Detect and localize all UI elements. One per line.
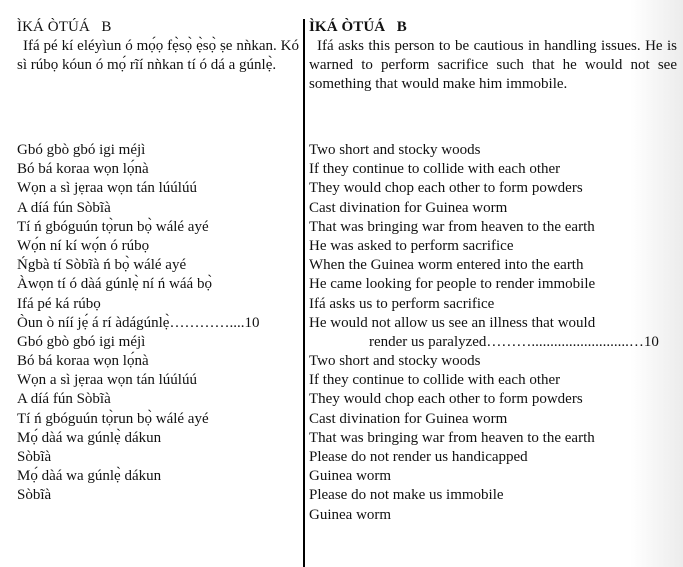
yoruba-column bbox=[17, 18, 300, 75]
verse-line: Two short and stocky woods bbox=[309, 142, 481, 158]
verse-line: Tí ń gbóguún tọ̀run bọ̀ wálé ayé bbox=[17, 218, 209, 235]
verse-line: Bó bá koraa wọn lọ́nà bbox=[17, 161, 149, 178]
verse-line: Sòbĩà bbox=[17, 449, 52, 465]
verse-line: He came looking for people to render immobile bbox=[309, 276, 596, 293]
verse-line: Wọn a sì jẹraa wọn tán lúúlúú bbox=[17, 180, 197, 197]
english-summary: Ifá asks this person to be cautious in handling issues. He is warned to perform sacrifice such that he would not see something that would make him immobile. bbox=[309, 38, 677, 92]
verse-line: Cast divination for Guinea worm bbox=[309, 199, 508, 216]
verse-line: Sòbĩà bbox=[17, 487, 52, 504]
verse-line: That was bringing war from heaven to the earth bbox=[309, 218, 595, 235]
verse-line: Please do not render us handicapped bbox=[309, 449, 528, 465]
verse-line: Ifá asks us to perform sacrifice bbox=[309, 295, 495, 312]
verse-line: If they continue to collide with each other bbox=[309, 161, 561, 178]
verse-line: render us paralyzed………..........................…10 bbox=[369, 333, 659, 350]
english-column bbox=[309, 18, 677, 94]
verse-line: Please do not make us immobile bbox=[309, 487, 504, 504]
verse-line: They would chop each other to form powders bbox=[309, 391, 583, 408]
yoruba-verse bbox=[17, 141, 259, 506]
verse-line: They would chop each other to form powders bbox=[309, 180, 583, 197]
verse-line: Guinea worm bbox=[309, 468, 392, 485]
verse-line: Bó bá koraa wọn lọ́nà bbox=[17, 353, 149, 370]
verse-line: Mọ́ dàá wa gúnlẹ̀ dákun bbox=[17, 429, 162, 446]
verse-line: Wọn a sì jẹraa wọn tán lúúlúú bbox=[17, 372, 197, 389]
english-verse bbox=[309, 141, 659, 525]
verse-line: Ńgbà tí Sòbĩà ń bọ̀ wálé ayé bbox=[17, 257, 187, 274]
yoruba-heading: ÌKÁ ÒTÚÁ B bbox=[17, 19, 112, 35]
verse-line: Guinea worm bbox=[309, 506, 392, 523]
verse-line: Cast divination for Guinea worm bbox=[309, 410, 508, 427]
verse-line: Mọ́ dàá wa gúnlẹ̀ dákun bbox=[17, 468, 162, 485]
column-divider bbox=[303, 19, 305, 567]
verse-line: When the Guinea worm entered into the earth bbox=[309, 257, 584, 274]
verse-line: Tí ń gbóguún tọ̀run bọ̀ wálé ayé bbox=[17, 410, 209, 427]
verse-line: That was bringing war from heaven to the earth bbox=[309, 429, 595, 446]
verse-line: Òun ò níí jẹ́ á rí àdágúnlẹ̀…………....10 bbox=[17, 314, 260, 331]
verse-line: Gbó gbò gbó igi méjì bbox=[17, 142, 146, 158]
english-heading: ÌKÁ ÒTÚÁ B bbox=[309, 19, 407, 35]
verse-line: Ifá pé ká rúbọ bbox=[17, 295, 101, 312]
verse-line: He was asked to perform sacrifice bbox=[309, 237, 514, 254]
verse-line: A díá fún Sòbĩà bbox=[17, 391, 111, 408]
verse-line: He would not allow us see an illness that would bbox=[309, 314, 596, 331]
verse-line: Àwọn tí ó dàá gúnlẹ̀ ní ń wáá bọ̀ bbox=[17, 276, 212, 293]
verse-line: Wọ́n ní kí wọ́n ó rúbọ bbox=[17, 237, 150, 254]
verse-line: Gbó gbò gbó igi méjì bbox=[17, 333, 146, 350]
verse-line: A díá fún Sòbĩà bbox=[17, 199, 111, 216]
verse-line: If they continue to collide with each other bbox=[309, 372, 561, 389]
verse-line: Two short and stocky woods bbox=[309, 353, 481, 370]
yoruba-summary: Ifá pé kí eléyìun ó mọ́ọ fẹ̀sọ̀ ẹ̀sọ̀ ṣe nǹkan. Kó sì rúbọ kóun ó mọ́ rĩí nǹkan tí ó dá a gúnlẹ̀. bbox=[17, 38, 299, 73]
